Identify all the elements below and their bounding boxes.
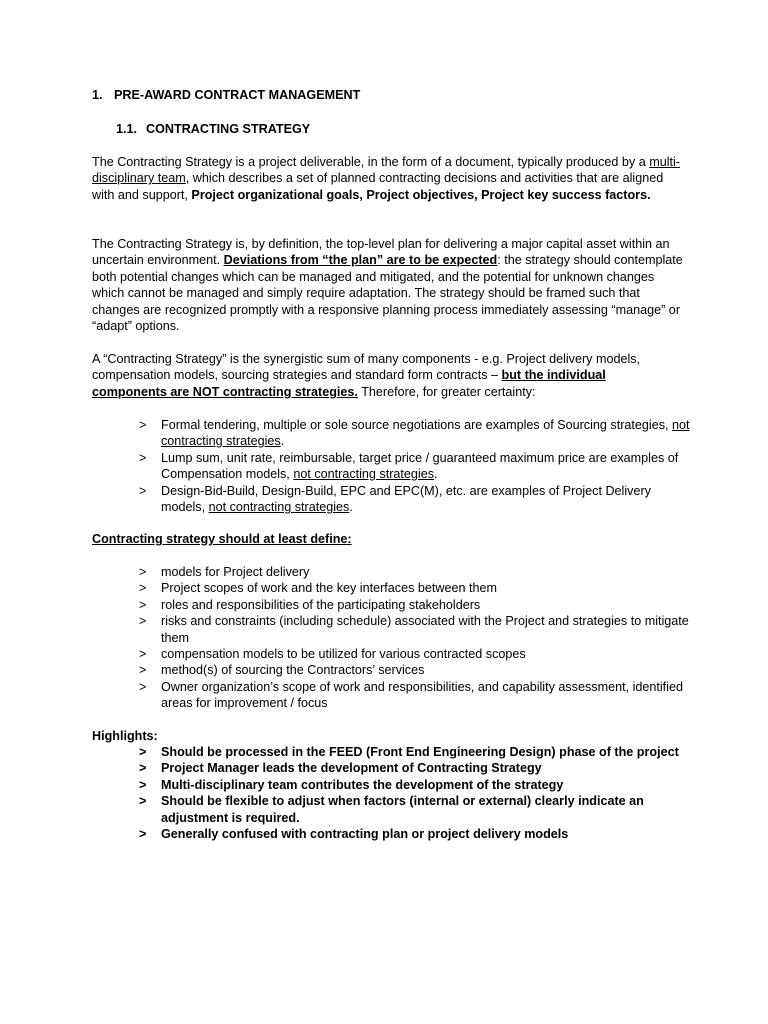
list-item-text: Project Manager leads the development of Contracting Strategy	[161, 761, 542, 776]
bullet-marker: >	[139, 777, 147, 792]
list-item-end: .	[280, 434, 285, 449]
list-item-text: Lump sum, unit rate, reimbursable, target price / guaranteed maximum price are examples of Compensation models,	[161, 450, 679, 482]
define-list	[92, 564, 692, 712]
bullet-marker: >	[139, 597, 147, 612]
list-item-end: .	[434, 467, 438, 482]
list-item	[92, 662, 692, 678]
bullet-marker: >	[139, 565, 147, 579]
section-number: 1.	[92, 88, 103, 102]
paragraph-definition	[92, 154, 684, 203]
bullet-marker: >	[139, 679, 147, 694]
examples-list	[92, 417, 692, 515]
bullet-marker: >	[139, 581, 147, 596]
list-item-text: Should be processed in the FEED (Front End Engineering Design) phase of the project	[161, 745, 679, 759]
bullet-marker: >	[139, 647, 147, 662]
bullet-marker: >	[139, 663, 147, 678]
list-item-text: models for Project delivery	[161, 565, 310, 579]
list-item	[92, 793, 692, 826]
list-item	[92, 826, 692, 842]
list-item	[92, 417, 692, 450]
underlined-text: not contracting strategies	[161, 418, 690, 449]
list-item	[92, 450, 692, 483]
bullet-marker: >	[139, 745, 147, 759]
list-item-text: roles and responsibilities of the participating stakeholders	[161, 597, 481, 612]
list-item-end: .	[349, 500, 353, 515]
paragraph-top-level-plan	[92, 236, 684, 334]
list-item	[92, 646, 692, 662]
list-item-text: compensation models to be utilized for various contracted scopes	[161, 647, 526, 662]
bullet-marker: >	[139, 827, 147, 842]
bullet-marker: >	[139, 794, 147, 809]
highlights-list	[92, 744, 692, 842]
subsection-heading	[116, 121, 310, 137]
list-item-text: Multi-disciplinary team contributes the development of the strategy	[161, 777, 564, 792]
list-item-text: Should be flexible to adjust when factors (internal or external) clearly indicate an adjustment is required.	[161, 794, 644, 825]
list-item-text: Generally confused with contracting plan or project delivery models	[161, 827, 569, 842]
define-heading: Contracting strategy should at least define:	[92, 532, 352, 546]
bullet-marker: >	[139, 418, 147, 432]
bullet-marker: >	[139, 483, 147, 498]
highlights-heading: Highlights:	[92, 729, 158, 743]
bullet-marker: >	[139, 614, 147, 629]
paragraph-components	[92, 351, 684, 400]
list-item-text: method(s) of sourcing the Contractors’ services	[161, 663, 425, 678]
subsection-title: CONTRACTING STRATEGY	[146, 122, 311, 136]
bold-underlined-text: but the individual components are NOT contracting strategies.	[92, 368, 606, 399]
list-item	[92, 597, 692, 613]
underlined-text: not contracting strategies	[208, 500, 350, 515]
list-item	[92, 760, 692, 776]
list-item	[92, 564, 692, 580]
text-run: The Contracting Strategy is, by definition, the top-level plan for delivering a major capital asset within an uncertain environment.	[92, 237, 670, 268]
list-item	[92, 744, 692, 760]
section-heading	[92, 87, 360, 103]
list-item-text: risks and constraints (including schedule) associated with the Project and strategies to mitigate them	[161, 614, 689, 645]
underlined-text: not contracting strategies	[293, 467, 435, 482]
bold-text: Project organizational goals, Project objectives, Project key success factors.	[191, 187, 651, 202]
bold-underlined-text: Deviations from “the plan” are to be expected	[223, 253, 498, 268]
list-item-text: Project scopes of work and the key interfaces between them	[161, 581, 498, 596]
list-item-text: Owner organization’s scope of work and responsibilities, and capability assessment, identified areas for improvement / focus	[161, 679, 683, 711]
list-item-text: Design-Bid-Build, Design-Build, EPC and EPC(M), etc. are examples of Project Delivery models,	[161, 483, 651, 515]
list-item	[92, 483, 692, 516]
list-item	[92, 580, 692, 596]
text-run: , which describes a set of planned contracting decisions and activities that are aligned with and support,	[92, 171, 664, 202]
bullet-marker: >	[139, 761, 147, 776]
list-item-text: Formal tendering, multiple or sole source negotiations are examples of Sourcing strategies,	[161, 418, 673, 432]
text-run: The Contracting Strategy is a project deliverable, in the form of a document, typically produced by a	[92, 155, 650, 169]
bullet-marker: >	[139, 450, 147, 465]
list-item	[92, 613, 692, 646]
list-item	[92, 679, 692, 712]
section-title: PRE-AWARD CONTRACT MANAGEMENT	[114, 88, 361, 102]
text-run: A “Contracting Strategy” is the synergistic sum of many components - e.g. Project delivery models, compensation models, sourcing strategies and standard form contracts –	[92, 352, 641, 383]
list-item	[92, 777, 692, 793]
text-run: : the strategy should contemplate both potential changes which can be managed and mitigated, and the potential for unknown changes which cannot be managed and simply require adaptation. The strategy should be framed such that changes are recognized promptly with a responsive planning process immediately assessing “manage” or “adapt” options.	[92, 253, 683, 334]
subsection-number: 1.1.	[116, 122, 138, 136]
text-run: Therefore, for greater certainty:	[357, 384, 536, 399]
underlined-text: multi-disciplinary team	[92, 155, 681, 186]
